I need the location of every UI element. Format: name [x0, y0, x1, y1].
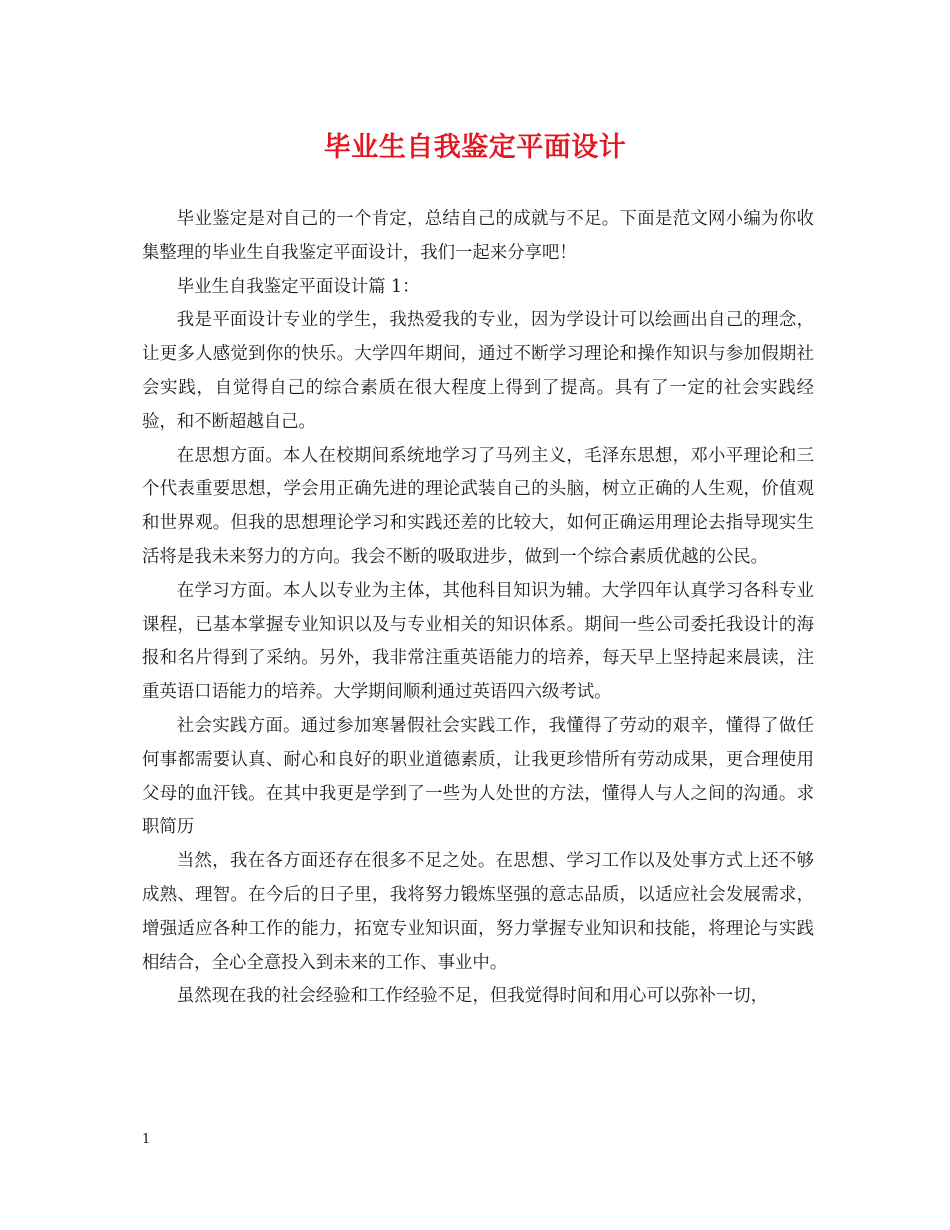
paragraph-social-practice: 社会实践方面。通过参加寒暑假社会实践工作，我懂得了劳动的艰辛，懂得了做任何事都需要认真、耐心和良好的职业道德素质，让我更珍惜所有劳动成果，更合理使用父母的血汗钱。在其中我更是学到了一些为人处世的方法，懂得人与人之间的沟通。求职简历: [142, 715, 814, 838]
paragraph-ideology: 在思想方面。本人在校期间系统地学习了马列主义，毛泽东思想，邓小平理论和三个代表重要思想，学会用正确先进的理论武装自己的头脑，树立正确的人生观，价值观和世界观。但我的思想理论学习和实践还差的比较大，如何正确运用理论去指导现实生活将是我未来努力的方向。我会不断的吸取进步，做到一个综合素质优越的公民。: [142, 445, 814, 567]
paragraph-study: 在学习方面。本人以专业为主体，其他科目知识为辅。大学四年认真学习各科专业课程，已基本掌握专业知识以及与专业相关的知识体系。期间一些公司委托我设计的海报和名片得到了采纳。另外，我非常注重英语能力的培养，每天早上坚持起来晨读，注重英语口语能力的培养。大学期间顺利通过英语四六级考试。: [142, 580, 814, 703]
paragraph-self-introduction: 我是平面设计专业的学生，我热爱我的专业，因为学设计可以绘画出自己的理念，让更多人感觉到你的快乐。大学四年期间，通过不断学习理论和操作知识与参加假期社会实践，自觉得自己的综合素质在很大程度上得到了提高。具有了一定的社会实践经验，和不断超越自己。: [142, 310, 814, 432]
document-title: 毕业生自我鉴定平面设计: [323, 132, 627, 163]
paragraph-closing: 虽然现在我的社会经验和工作经验不足，但我觉得时间和用心可以弥补一切，: [176, 986, 769, 1007]
paragraph-intro: 毕业鉴定是对自己的一个肯定，总结自己的成就与不足。下面是范文网小编为你收集整理的毕业生自我鉴定平面设计，我们一起来分享吧！: [142, 209, 814, 263]
document-body: [142, 203, 814, 1014]
paragraph-shortcomings: 当然，我在各方面还存在很多不足之处。在思想、学习工作以及处事方式上还不够成熟、理智。在今后的日子里，我将努力锻炼坚强的意志品质，以适应社会发展需求，增强适应各种工作的能力，拓宽专业知识面，努力掌握专业知识和技能，将理论与实践相结合，全心全意投入到未来的工作、事业中。: [142, 851, 814, 973]
page-number: 1: [142, 1132, 151, 1147]
paragraph-section-heading: 毕业生自我鉴定平面设计篇 1：: [176, 276, 420, 297]
